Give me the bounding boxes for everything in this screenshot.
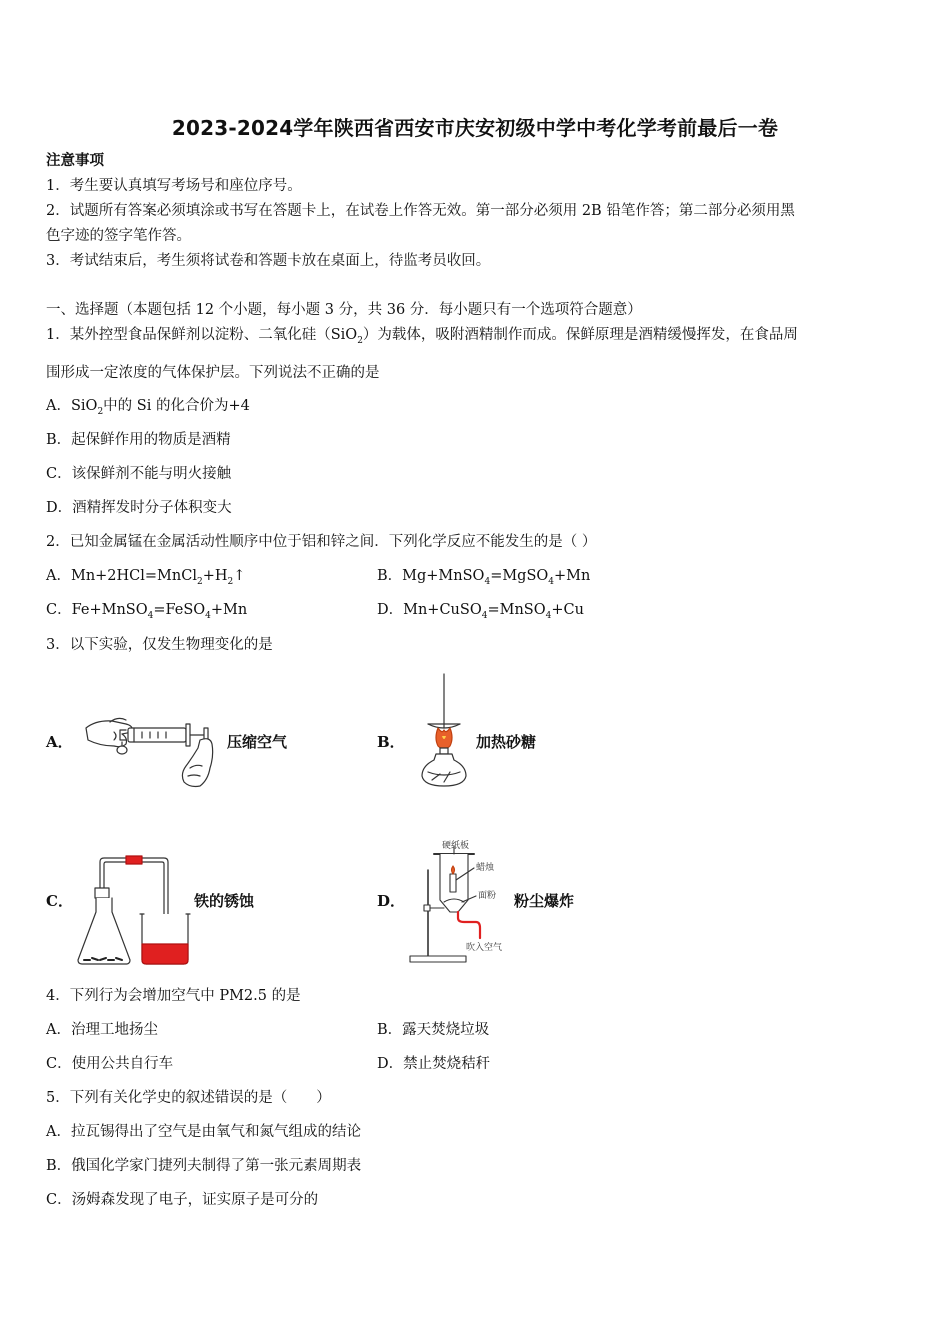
fig-label-flour: 面粉 bbox=[478, 891, 497, 901]
dust-explosion-figure bbox=[404, 840, 520, 966]
q1-stem-line2: 围形成一定浓度的气体保护层。下列说法不正确的是 bbox=[46, 365, 380, 381]
q3-option-c-caption: 铁的锈蚀 bbox=[194, 892, 255, 910]
q5-option-a[interactable]: A．拉瓦锡得出了空气是由氧气和氮气组成的结论 bbox=[46, 1124, 361, 1140]
q2-option-b[interactable]: B．Mg+MnSO$_4$=MgSO$_4$+Mn bbox=[377, 568, 591, 587]
q1-stem-line1: 1．某外控型食品保鲜剂以淀粉、二氧化硅（SiO$_2$）为载体，吸附酒精制作而成。保鲜原理是酒精缓慢挥发，在食品周 bbox=[46, 327, 798, 346]
alcohol-lamp-figure bbox=[400, 672, 470, 790]
notice-heading: 注意事项 bbox=[46, 152, 104, 169]
q2-option-a[interactable]: A．$Mn+2HCl=MnCl_2+H_2↑$ bbox=[46, 568, 246, 587]
fig-label-cardboard: 硬纸板 bbox=[442, 841, 470, 851]
syringe-hand-figure bbox=[82, 708, 217, 790]
q2-option-c[interactable]: C．Fe+MnSO$_4$=FeSO$_4$+Mn bbox=[46, 602, 248, 621]
q4-stem: 4．下列行为会增加空气中 PM2.5 的是 bbox=[46, 988, 301, 1004]
q4-option-c[interactable]: C．使用公共自行车 bbox=[46, 1056, 174, 1072]
q3-option-d-caption: 粉尘爆炸 bbox=[514, 892, 575, 910]
q3-option-a-label[interactable]: A． bbox=[46, 733, 73, 751]
q5-option-c[interactable]: C．汤姆森发现了电子，证实原子是可分的 bbox=[46, 1192, 319, 1208]
q3-option-d-label[interactable]: D． bbox=[377, 892, 406, 910]
page-title: 2023-2024学年陕西省西安市庆安初级中学中考化学考前最后一卷 bbox=[171, 116, 779, 140]
q4-option-a[interactable]: A．治理工地扬尘 bbox=[46, 1022, 158, 1038]
q5-option-b[interactable]: B．俄国化学家门捷列夫制得了第一张元素周期表 bbox=[46, 1158, 362, 1174]
q4-option-b[interactable]: B．露天焚烧垃圾 bbox=[377, 1022, 490, 1038]
q1-option-b[interactable]: B．起保鲜作用的物质是酒精 bbox=[46, 432, 231, 448]
fig-label-blow-air: 吹入空气 bbox=[466, 943, 503, 953]
notice-item-2-cont: 色字迹的签字笔作答。 bbox=[46, 228, 191, 244]
q3-option-c-label[interactable]: C． bbox=[46, 892, 73, 910]
q3-option-a-caption: 压缩空气 bbox=[227, 733, 288, 751]
q2-option-d[interactable]: D．Mn+CuSO$_4$=MnSO$_4$+Cu bbox=[377, 602, 584, 621]
q3-option-b-caption: 加热砂糖 bbox=[476, 733, 537, 751]
notice-item-1: 1．考生要认真填写考场号和座位序号。 bbox=[46, 178, 302, 194]
section-heading: 一、选择题（本题包括 12 个小题，每小题 3 分，共 36 分．每小题只有一个选项符合题意） bbox=[46, 302, 642, 318]
q1-option-d[interactable]: D．酒精挥发时分子体积变大 bbox=[46, 500, 232, 516]
notice-item-3: 3．考试结束后，考生须将试卷和答题卡放在桌面上，待监考员收回。 bbox=[46, 253, 491, 269]
q1-option-c[interactable]: C．该保鲜剂不能与明火接触 bbox=[46, 466, 232, 482]
q5-stem: 5．下列有关化学史的叙述错误的是（ ） bbox=[46, 1090, 331, 1106]
q3-option-b-label[interactable]: B． bbox=[377, 733, 405, 751]
notice-item-2: 2．试题所有答案必须填涂或书写在答题卡上，在试卷上作答无效。第一部分必须用 2B 铅笔作答；第二部分必须用黑 bbox=[46, 203, 795, 219]
fig-label-candle: 蜡烛 bbox=[476, 863, 495, 873]
q1-option-a[interactable]: A．SiO$_2$中的 Si 的化合价为+4 bbox=[46, 398, 250, 417]
q4-option-d[interactable]: D．禁止焚烧秸秆 bbox=[377, 1056, 491, 1072]
q3-stem: 3．以下实验，仅发生物理变化的是 bbox=[46, 637, 273, 653]
q2-stem: 2．已知金属锰在金属活动性顺序中位于铝和锌之间．下列化学反应不能发生的是（ ） bbox=[46, 534, 597, 550]
flask-beaker-figure bbox=[74, 856, 194, 968]
